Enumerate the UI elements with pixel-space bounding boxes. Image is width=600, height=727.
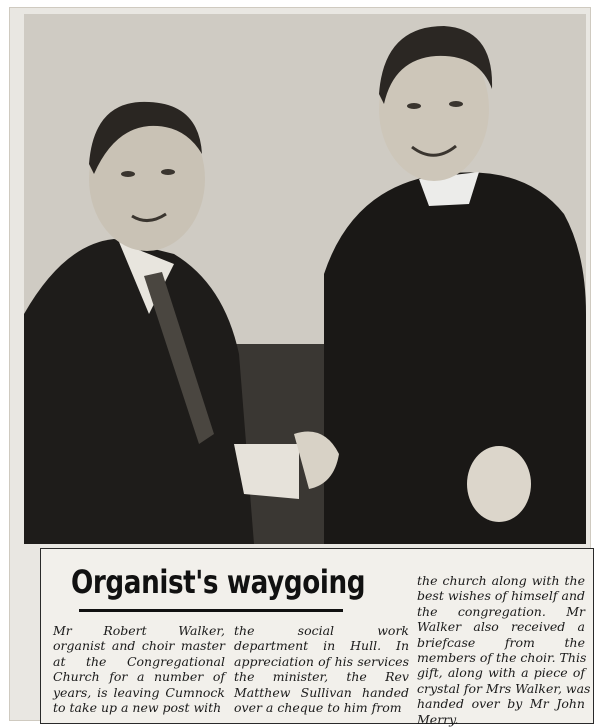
photograph [24,14,586,544]
article-line: over a cheque to him from [234,700,402,716]
article-line: Church for a number of [53,669,225,685]
article-line: Walker also received a [417,619,585,635]
article-line: Matthew Sullivan handed [234,684,409,700]
article-line: organist and choir master [53,638,225,654]
article-column-1 [53,623,225,715]
article-line: years, is leaving Cumnock [53,684,225,700]
photo-illustration [24,14,586,544]
newspaper-clipping [10,8,591,727]
article-line: handed over by Mr John [417,696,585,712]
article-line: the church along with the [417,573,585,588]
article-line: at the Congregational [53,653,225,669]
headline-rule [79,609,343,612]
article-line: the social work [234,623,409,638]
article-line: department in Hull. In [234,638,409,654]
article-line: Merry. [417,711,459,727]
article-line: gift, along with a piece of [417,665,585,681]
article-line: the minister, the Rev [234,669,409,685]
article-panel [40,548,594,727]
article-line: briefcase from the [417,634,585,650]
article-column-2 [234,623,409,715]
article-line: to take up a new post with [53,700,222,716]
article-line: best wishes of himself and [417,588,585,604]
headline: Organist's waygoing [71,563,366,601]
article-line: the congregation. Mr [417,603,585,619]
article-line: crystal for Mrs Walker, was [417,680,591,696]
article-line: appreciation of his services [234,653,409,669]
article-line: Mr Robert Walker, [53,623,225,638]
article-line: members of the choir. This [417,650,587,666]
article-column-3 [417,573,591,727]
